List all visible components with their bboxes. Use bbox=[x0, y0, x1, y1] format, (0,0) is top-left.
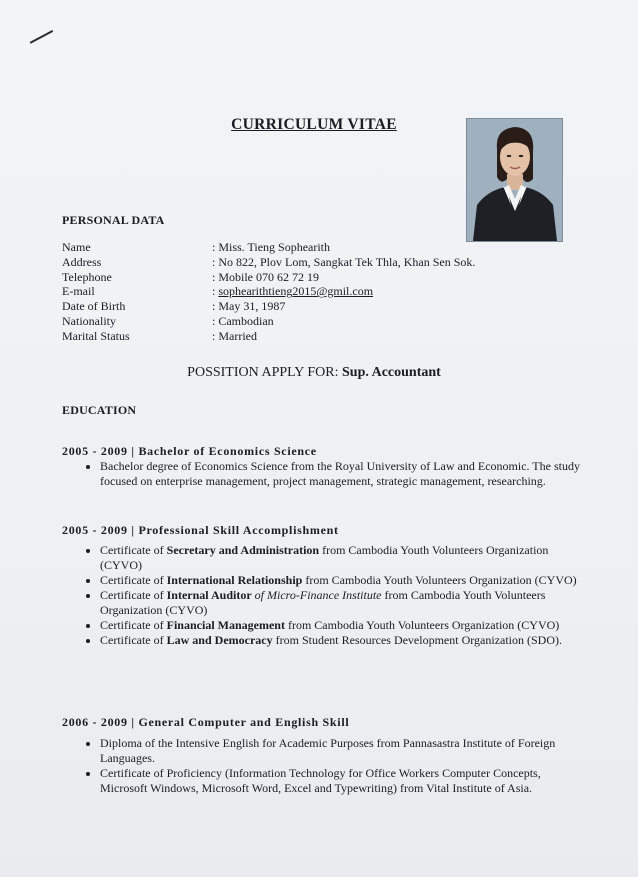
education-bullet-item bbox=[100, 618, 580, 633]
row-value: : No 822, Plov Lom, Sangkat Tek Thla, Khan Sen Sok. bbox=[212, 254, 476, 269]
italic-text: of Micro-Finance Institute bbox=[254, 588, 382, 602]
row-value: : Miss. Tieng Sophearith bbox=[212, 240, 331, 254]
text: Certificate of bbox=[100, 618, 167, 632]
bold-text: Law and Democracy bbox=[166, 633, 273, 647]
row-label: E-mail bbox=[62, 284, 95, 299]
text: Diploma of the Intensive English for Academic Purposes from Pannasastra Institute of Foreign Languages. bbox=[100, 736, 556, 765]
education-bullet-item bbox=[100, 459, 580, 489]
document-title: CURRICULUM VITAE bbox=[231, 116, 397, 133]
row-value: : Mobile 070 62 72 19 bbox=[212, 269, 319, 284]
text: from Cambodia Youth Volunteers Organization (CYVO) bbox=[302, 573, 577, 587]
personal-row-name bbox=[62, 240, 475, 255]
personal-row-marital-status bbox=[62, 329, 475, 344]
row-value: : Married bbox=[212, 328, 257, 343]
education-bullet-item bbox=[100, 543, 580, 573]
pen-mark bbox=[30, 30, 54, 44]
bold-text: International Relationship bbox=[166, 573, 303, 587]
education-bullet-item bbox=[100, 573, 580, 588]
personal-row-telephone bbox=[62, 270, 475, 285]
apply-label: POSSITION APPLY FOR: bbox=[187, 365, 339, 380]
bold-text: Internal Auditor bbox=[166, 588, 252, 602]
personal-row-address bbox=[62, 255, 475, 270]
row-label: Address bbox=[62, 254, 102, 269]
text: Certificate of bbox=[100, 573, 167, 587]
row-value: : Cambodian bbox=[212, 313, 274, 328]
text: from Student Resources Development Organization (SDO). bbox=[272, 633, 563, 647]
row-label: Telephone bbox=[62, 269, 112, 284]
education-section-title: 2005 - 2009 | Bachelor of Economics Science bbox=[62, 444, 317, 458]
personal-row-dob bbox=[62, 299, 475, 314]
personal-data-heading: PERSONAL DATA bbox=[62, 213, 165, 227]
row-value: : May 31, 1987 bbox=[212, 299, 286, 314]
bold-text: Financial Management bbox=[166, 618, 285, 632]
text: from Cambodia Youth Volunteers Organization (CYVO) bbox=[100, 543, 549, 572]
text: from Cambodia Youth Volunteers Organization (CYVO) bbox=[284, 618, 560, 632]
education-bullet-item bbox=[100, 633, 580, 648]
education-bullet-item bbox=[100, 736, 580, 766]
text: Bachelor degree of Economics Science from the Royal University of Law and Economic. The study focused on enterprise management, project management, strategic management, researching. bbox=[100, 459, 580, 488]
education-heading: EDUCATION bbox=[62, 403, 137, 417]
text: from Cambodia Youth Volunteers Organization (CYVO) bbox=[100, 588, 546, 617]
education-section-title: 2005 - 2009 | Professional Skill Accomplishment bbox=[62, 523, 339, 537]
bold-text: Secretary and Administration bbox=[166, 543, 320, 557]
education-list bbox=[80, 459, 580, 489]
education-section-title: 2006 - 2009 | General Computer and English Skill bbox=[62, 715, 350, 729]
education-list bbox=[80, 543, 580, 648]
text: Certificate of bbox=[100, 543, 167, 557]
row-label: Nationality bbox=[62, 313, 116, 328]
education-bullet-item bbox=[100, 766, 580, 796]
personal-row-email bbox=[62, 284, 475, 299]
education-list bbox=[80, 736, 580, 796]
email-link[interactable]: sophearithtieng2015@gmil.com bbox=[218, 284, 374, 299]
text: Certificate of Proficiency (Information Technology for Office Workers Computer Concepts, Microsoft Windows, Microsoft Word, Excel and Typewriting) from Vital Institute of Asia. bbox=[100, 766, 541, 795]
position-apply bbox=[0, 365, 628, 381]
row-label: Marital Status bbox=[62, 328, 130, 343]
profile-photo bbox=[466, 118, 563, 242]
personal-row-nationality bbox=[62, 314, 475, 329]
text: Certificate of bbox=[100, 588, 167, 602]
personal-data-table bbox=[62, 240, 475, 344]
row-value bbox=[212, 284, 373, 299]
education-bullet-item bbox=[100, 588, 580, 618]
apply-value: Sup. Accountant bbox=[342, 365, 441, 380]
row-label: Name bbox=[62, 240, 91, 254]
row-label: Date of Birth bbox=[62, 299, 126, 314]
email-prefix: : bbox=[212, 284, 219, 299]
text: Certificate of bbox=[100, 633, 167, 647]
